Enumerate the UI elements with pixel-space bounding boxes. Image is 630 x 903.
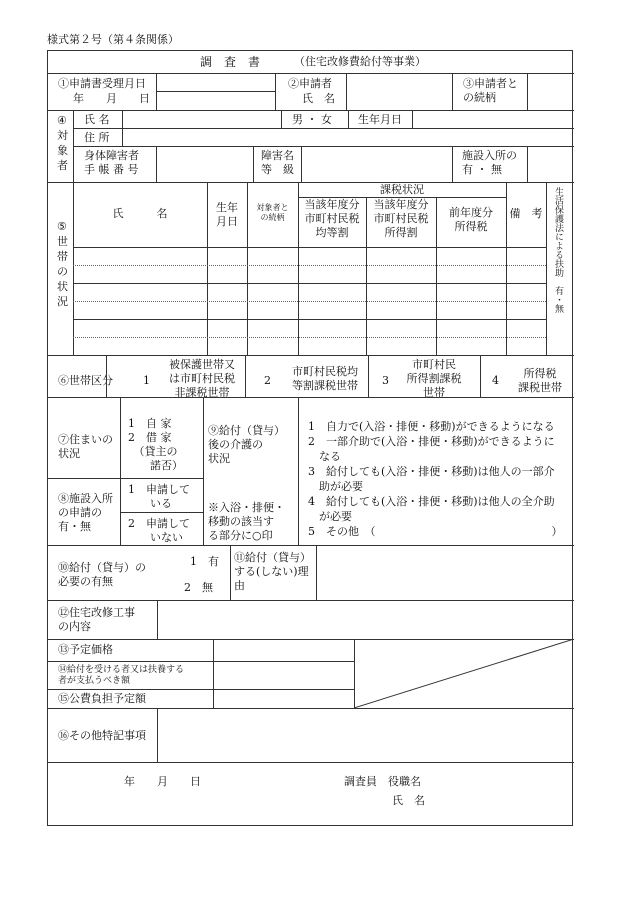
class-option-3: 市町村民 所得割課税 世帯 — [406, 358, 462, 399]
housing-label: ⑦住まいの 状況 — [58, 433, 113, 460]
class-option-4: 所得税 課税世帯 — [518, 367, 562, 394]
applicant-relation-label: ③申請者と の続柄 — [463, 77, 518, 104]
tax-col-3: 前年度分 所得税 — [449, 206, 493, 233]
address-label: 住 所 — [84, 131, 110, 144]
need-label: ⑩給付（貸与）の 必要の有無 — [58, 561, 146, 588]
class-option-3-num: 3 — [382, 374, 389, 387]
planned-price-label: ⑬予定価格 — [58, 643, 113, 656]
grade-label: 障害名 等 級 — [261, 149, 294, 176]
applicant-name-label: 氏 名 — [302, 92, 335, 105]
cost-diagonal — [354, 639, 574, 708]
tax-col-1: 当該年度分 市町村民税 均等割 — [304, 198, 360, 239]
form-number: 様式第２号（第４条関係） — [47, 33, 179, 46]
housing-options: 1 自 家 2 借 家 （貸主の 諾否） — [128, 417, 183, 472]
col-relation: 対象者と の続柄 — [256, 203, 289, 222]
facility-app-no: 2 申請して いない — [128, 517, 190, 544]
class-option-1-num: 1 — [143, 374, 150, 387]
tax-header: 課税状況 — [380, 183, 424, 196]
care-items: 1 自力で(入浴・排便・移動)ができるようになる 2 一部介助で(入浴・排便・移動)ができるように なる 3 給付しても(入浴・排便・移動)は他人の一部介 助が必要 4 給付しても(入浴・排便・移動)は他人の全介助 が必要 5 その他 （ ） — [308, 420, 563, 538]
facility-app-label: ⑧施設入所 の申請の 有・無 — [58, 492, 113, 533]
form-title: 調 査 書 — [200, 55, 261, 69]
subject-label: ④ 対 象 者 — [57, 114, 68, 172]
received-date: 年 月 日 — [73, 92, 150, 105]
investigator-title: 調査員 役職名 — [344, 775, 421, 788]
class-option-2-num: 2 — [264, 374, 271, 387]
public-burden-label: ⑮公費負担予定額 — [58, 692, 146, 705]
need-yes: 1 有 — [190, 555, 219, 568]
welfare-note: 生活保護法による扶助 有・無 — [553, 187, 563, 313]
household-class-label: ⑥世帯区分 — [58, 374, 113, 387]
class-option-4-num: 4 — [492, 374, 499, 387]
tax-col-2: 当該年度分 市町村民税 所得割 — [373, 198, 429, 239]
form-subtitle: （住宅改修費給付等事業） — [294, 55, 426, 68]
other-notes-label: ⑯その他特記事項 — [58, 729, 146, 742]
footer-date: 年 月 日 — [124, 775, 201, 788]
work-content-label: ⑫住宅改修工事 の内容 — [58, 606, 135, 633]
handbook-label: 身体障害者 手 帳 番 号 — [84, 149, 139, 176]
care-label: ⑨給付（貸与） 後の介護の 状況 — [208, 424, 285, 465]
applicant-label: ②申請者 — [288, 77, 332, 90]
birth-label: 生年月日 — [358, 113, 402, 126]
care-note: ※入浴・排便・ 移動の該当す る部分に○印 — [208, 501, 285, 542]
received-date-label: ①申請書受理月日 — [58, 77, 146, 90]
class-option-1: 被保護世帯又 は市町村民税 非課税世帯 — [169, 358, 235, 399]
col-birth: 生年 月日 — [216, 201, 238, 228]
facility-app-yes: 1 申請して いる — [128, 483, 190, 510]
subject-name-label: 氏 名 — [84, 113, 110, 126]
payer-amount-label: ⑭給付を受ける者又は扶養する 者が支払うべき額 — [58, 665, 185, 686]
class-option-2: 市町村民税均 等割課税世帯 — [292, 365, 358, 392]
need-no: 2 無 — [184, 581, 213, 594]
gender-options: 男 ・ 女 — [292, 113, 332, 126]
household-label: ⑤ 世 帯 の 状 況 — [57, 220, 68, 308]
reason-label: ⑪給付（貸与） する(しない)理 由 — [234, 551, 311, 592]
col-remarks: 備 考 — [509, 207, 543, 220]
facility-label: 施設入所の 有 ・ 無 — [462, 149, 517, 176]
investigator-name: 氏 名 — [392, 794, 425, 807]
col-name: 氏 名 — [112, 207, 168, 220]
survey-form — [47, 50, 573, 826]
